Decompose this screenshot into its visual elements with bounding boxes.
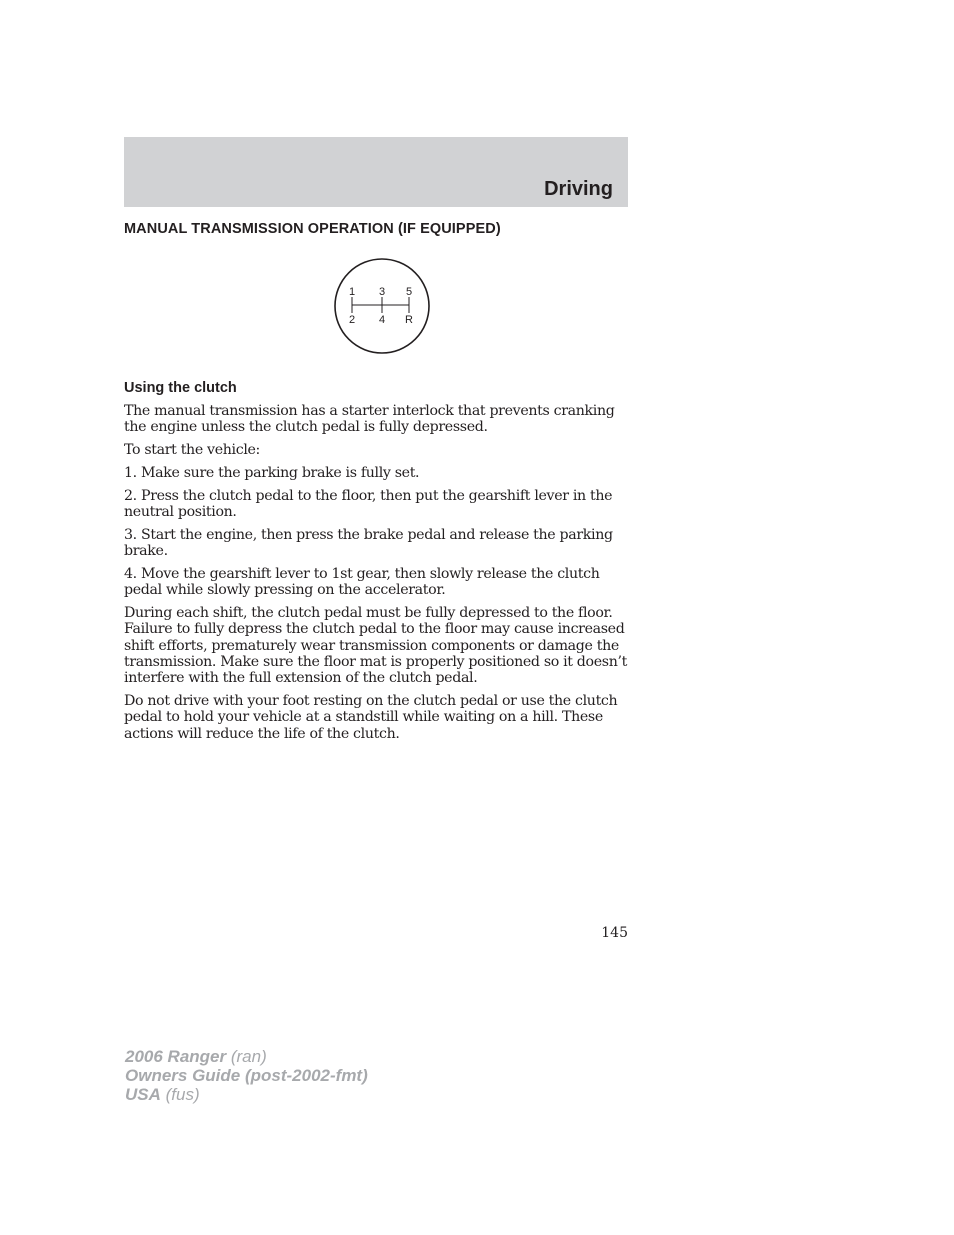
- footer-market-code: (fus): [160, 1085, 200, 1104]
- footer-model-code: (ran): [226, 1047, 267, 1066]
- gear-label-3: 3: [378, 286, 386, 298]
- step-1: 1. Make sure the parking brake is fully set.: [124, 464, 420, 481]
- paragraph-start-intro: To start the vehicle:: [124, 442, 260, 459]
- section-header-band: [124, 137, 628, 207]
- shift-pattern-diagram: [332, 256, 432, 356]
- footer-line-guide: [125, 1066, 368, 1085]
- footer-guide: Owners Guide (post-2002-fmt): [125, 1066, 368, 1085]
- gear-label-4: 4: [378, 314, 386, 326]
- footer-line-market: [125, 1085, 368, 1104]
- step-2: 2. Press the clutch pedal to the floor, then put the gearshift lever in the neutral position.: [124, 487, 613, 520]
- footer-line-model: [125, 1047, 368, 1066]
- page-heading: MANUAL TRANSMISSION OPERATION (IF EQUIPPED): [124, 221, 501, 237]
- gear-label-5: 5: [405, 286, 413, 298]
- gear-label-r: R: [405, 314, 413, 326]
- footer-market: USA: [125, 1085, 161, 1104]
- section-title: Driving: [544, 178, 613, 200]
- paragraph-clutch-warning: Do not drive with your foot resting on the clutch pedal or use the clutch pedal to hold your vehicle at a standstill while waiting on a hill. These actions will reduce the life of the clutch.: [124, 692, 618, 742]
- subheading-using-clutch: Using the clutch: [124, 380, 237, 396]
- step-3: 3. Start the engine, then press the brake pedal and release the parking brake.: [124, 526, 613, 560]
- paragraph-starter-interlock: The manual transmission has a starter interlock that prevents cranking the engine unless the clutch pedal is fully depressed.: [124, 403, 615, 436]
- footer-model: 2006 Ranger: [125, 1047, 227, 1066]
- page-number: 145: [601, 925, 628, 941]
- document-footer: [125, 1047, 368, 1104]
- paragraph-shifting: During each shift, the clutch pedal must be fully depressed to the floor. Failure to fully depress the clutch pedal to the floor may cause increased shift efforts, prematurely wear transmission components or damage the transmission. Make sure the floor mat is properly positioned so it doesn’t interfere with the full extension of the clutch pedal.: [124, 604, 628, 687]
- step-4: 4. Move the gearshift lever to 1st gear, then slowly release the clutch pedal while slowly pressing on the accelerator.: [124, 565, 600, 599]
- gear-label-1: 1: [348, 286, 356, 298]
- body-text: [124, 403, 630, 748]
- gear-label-2: 2: [348, 314, 356, 326]
